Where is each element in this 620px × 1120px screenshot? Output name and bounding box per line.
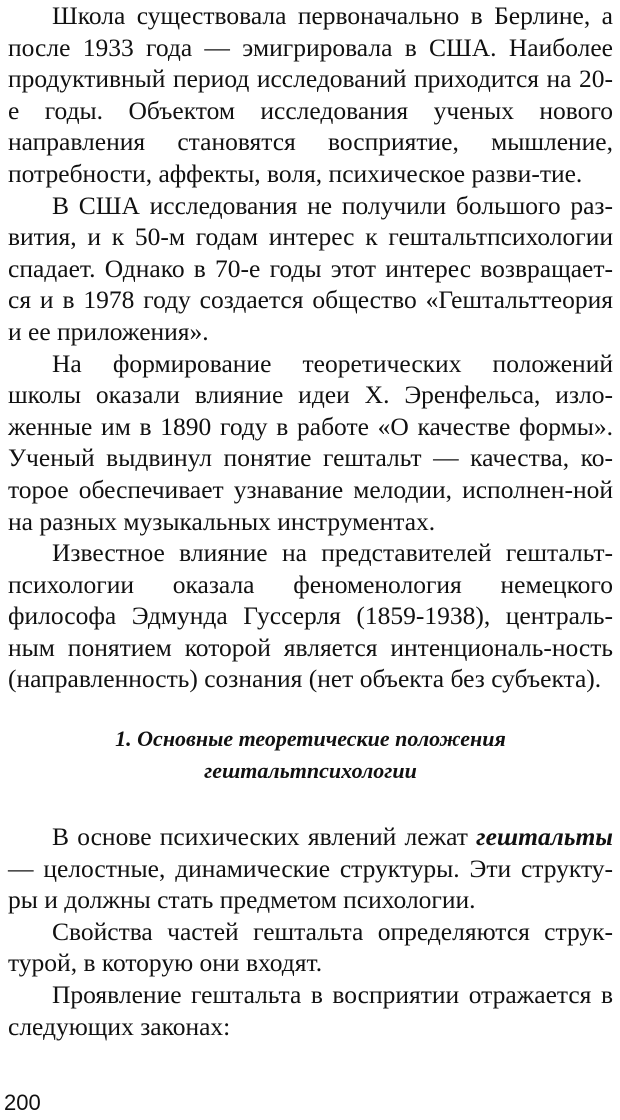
paragraph-ehrenfels-influence: На формирование теоретических положений школы оказали влияние идеи X. Эренфельса, изло-женные им в 1890 году в работе «О качестве формы». Ученый выдвинул понятие гештальт — качества, ко-торое обеспечивает узнавание мелодии, исполнен-ной на разных музыкальных инструментах. [8,348,613,536]
paragraph-husserl-influence: Известное влияние на представителей гештальт-психологии оказала феноменология немецкого философа Эдмунда Гуссерля (1859-1938), централь-ным понятием которой является интенциональ-ность (направленность) сознания (нет объекта без субъекта). [8,538,613,694]
body-text [8,0,613,1042]
paragraph-usa-research: В США исследования не получили большого раз-вития, и к 50-м годам интерес к гештальтпсихологии спадает. Однако в 70-е годы этот интерес возвращает-ся и в 1978 году создается общество «Гештальттеория и ее приложения». [8,190,613,346]
paragraph-gestalt-parts: Свойства частей гештальта определяются струк-турой, в которую они входят. [8,916,613,978]
page-number: 200 [4,1090,41,1115]
section-heading-line1: 1. Основные теоретические положения [115,726,506,752]
section-heading-line2: гештальтпсихологии [204,758,417,784]
gestalt-term: гештальты [476,822,613,852]
gestalt-definition-lead: В основе психических явлений лежат [52,822,477,852]
paragraph-gestalt-definition [8,821,613,916]
section-heading [8,695,613,821]
paragraph-school-history: Школа существовала первоначально в Берлине, а после 1933 года — эмигрировала в США. Наиболее продуктивный период исследований приходится на 20-е годы. Объектом исследования ученых нового направления становятся восприятие, мышление, потребности, аффекты, воля, психическое разви-тие. [8,1,613,188]
paragraph-gestalt-laws-intro: Проявление гештальта в восприятии отражается в следующих законах: [8,980,613,1041]
gestalt-definition-rest: — целостные, динамические структуры. Эти структу-ры и должны стать предметом психологии. [8,853,613,915]
